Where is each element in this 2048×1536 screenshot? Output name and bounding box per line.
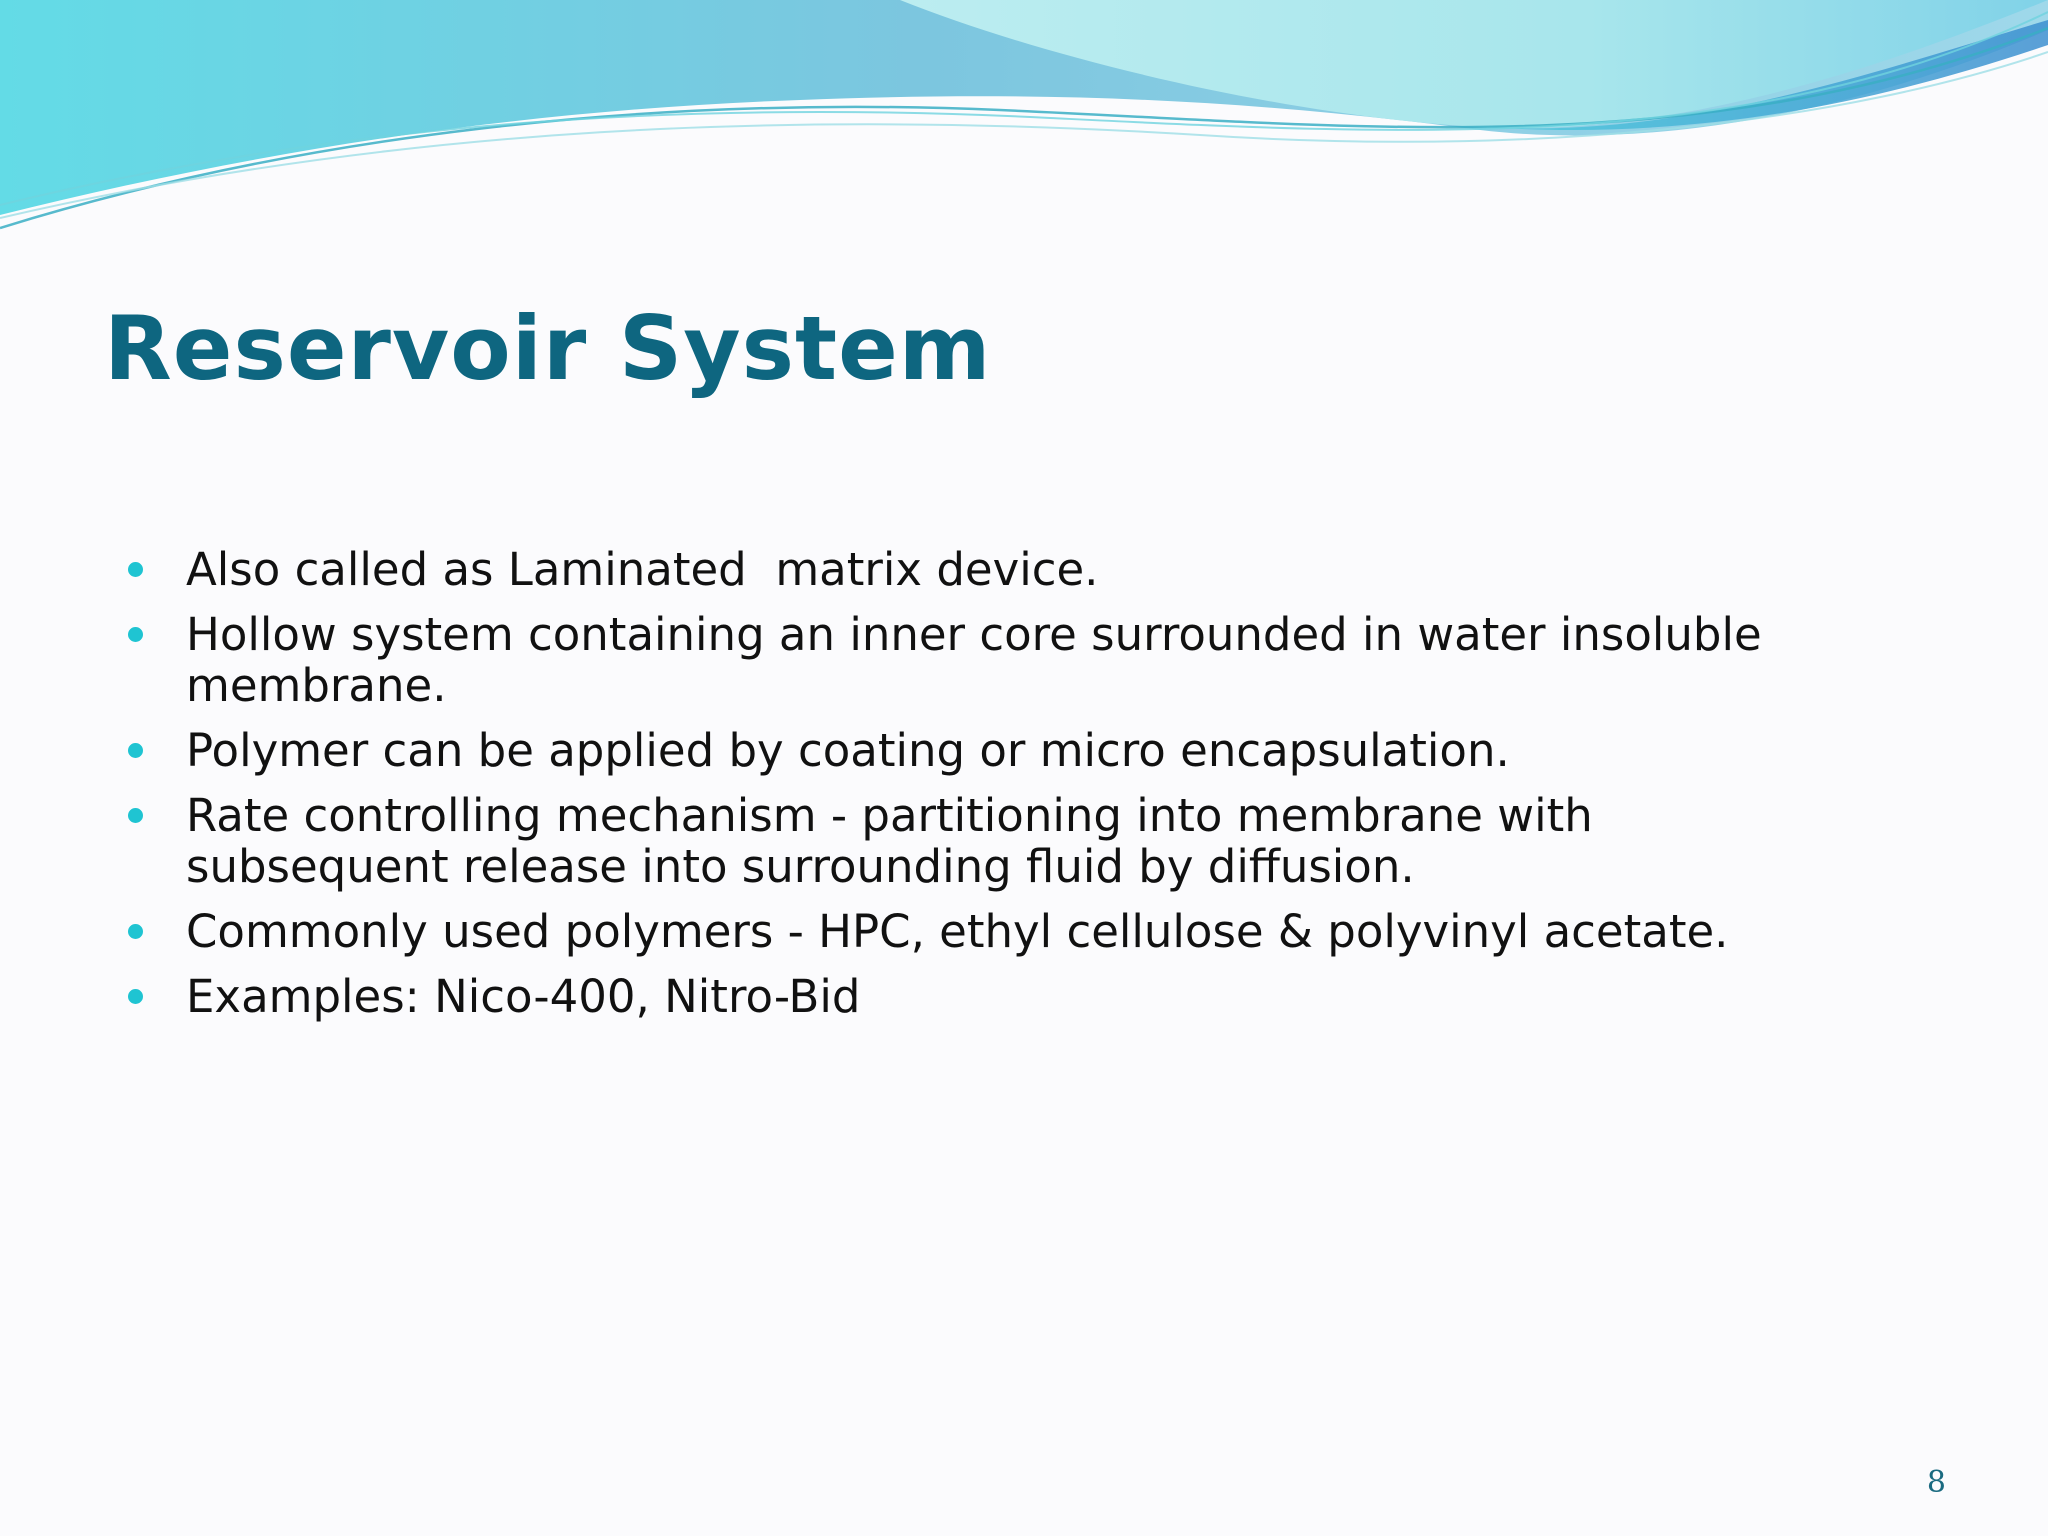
- bullet-item: [126, 544, 1766, 595]
- bullet-dot-icon: [128, 743, 143, 758]
- bullet-text: Also called as Laminated matrix device.: [186, 543, 1099, 596]
- bullet-text: Rate controlling mechanism - partitioning into membrane with subsequent release into surrounding fluid by diffusion.: [186, 789, 1608, 893]
- bullet-text: Polymer can be applied by coating or micro encapsulation.: [186, 724, 1510, 777]
- decorative-wave-banner: [0, 0, 2048, 240]
- bullet-dot-icon: [128, 989, 143, 1004]
- bullet-text: Hollow system containing an inner core surrounded in water insoluble membrane.: [186, 608, 1776, 712]
- bullet-text: Commonly used polymers - HPC, ethyl cellulose & polyvinyl acetate.: [186, 905, 1729, 958]
- bullet-dot-icon: [128, 627, 143, 642]
- bullet-dot-icon: [128, 924, 143, 939]
- bullet-item: [126, 971, 1766, 1022]
- bullet-item: [126, 906, 1766, 957]
- bullet-item: [126, 608, 1776, 712]
- page-number: 8: [1926, 1465, 1946, 1500]
- bullet-text: Examples: Nico-400, Nitro-Bid: [186, 970, 861, 1023]
- bullet-item: [126, 725, 1766, 776]
- slide-title: Reservoir System: [104, 297, 992, 400]
- bullet-item: [126, 790, 1766, 892]
- bullet-list: [126, 543, 1776, 1036]
- bullet-dot-icon: [128, 808, 143, 823]
- bullet-dot-icon: [128, 562, 143, 577]
